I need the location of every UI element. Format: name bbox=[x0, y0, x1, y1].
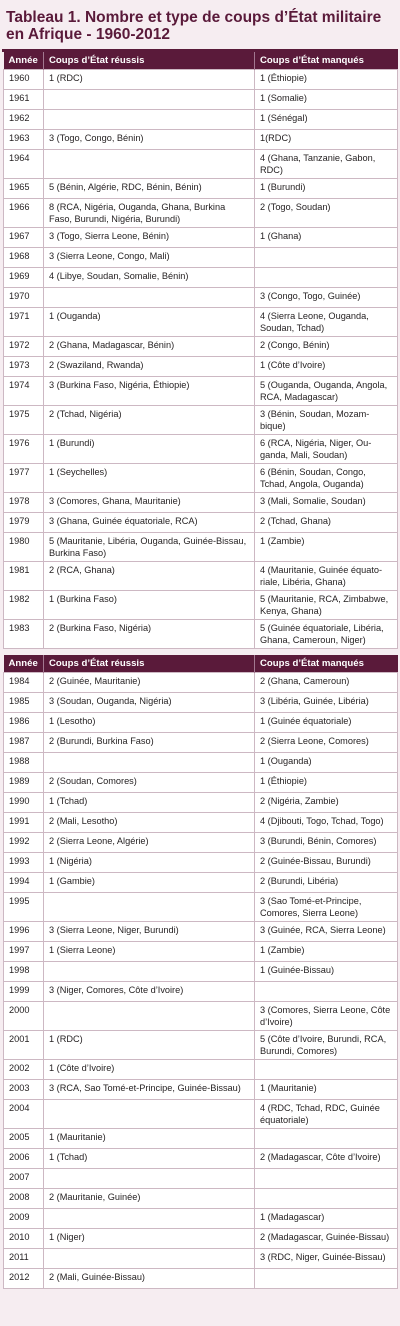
failed-coups-cell: 4 (Ghana, Tanzanie, Gabon, RDC) bbox=[255, 150, 398, 179]
failed-coups-cell: 5 (Ouganda, Ouganda, Angola, RCA, Madagascar) bbox=[255, 377, 398, 406]
failed-coups-cell: 3 (RDC, Niger, Guinée-Bissau) bbox=[255, 1249, 398, 1269]
year-cell: 1975 bbox=[4, 406, 44, 435]
failed-coups-cell: 2 (Madagascar, Côte d’Ivoire) bbox=[255, 1149, 398, 1169]
failed-coups-cell bbox=[255, 1189, 398, 1209]
table-row bbox=[4, 1149, 398, 1169]
table-row bbox=[4, 693, 398, 713]
year-cell: 1989 bbox=[4, 773, 44, 793]
year-cell: 1961 bbox=[4, 90, 44, 110]
failed-coups-cell bbox=[255, 982, 398, 1002]
year-cell: 2012 bbox=[4, 1269, 44, 1289]
failed-coups-cell: 3 (Burundi, Bénin, Comores) bbox=[255, 833, 398, 853]
coups-table-part-1 bbox=[3, 52, 398, 649]
failed-coups-cell: 2 (Tchad, Ghana) bbox=[255, 513, 398, 533]
table-row bbox=[4, 90, 398, 110]
table-row bbox=[4, 406, 398, 435]
successful-coups-cell: 1 (Sierra Leone) bbox=[44, 942, 255, 962]
year-cell: 1974 bbox=[4, 377, 44, 406]
year-cell: 1983 bbox=[4, 620, 44, 649]
failed-coups-cell: 5 (Guinée équatoriale, Libéria, Ghana, Cameroun, Niger) bbox=[255, 620, 398, 649]
failed-coups-cell: 3 (Mali, Somalie, Soudan) bbox=[255, 493, 398, 513]
successful-coups-cell: 2 (Mauritanie, Guinée) bbox=[44, 1189, 255, 1209]
year-cell: 1962 bbox=[4, 110, 44, 130]
table-row bbox=[4, 942, 398, 962]
successful-coups-cell bbox=[44, 962, 255, 982]
table-row bbox=[4, 853, 398, 873]
year-cell: 1978 bbox=[4, 493, 44, 513]
successful-coups-cell: 3 (Comores, Ghana, Mauritanie) bbox=[44, 493, 255, 513]
successful-coups-cell: 2 (Burkina Faso, Nigéria) bbox=[44, 620, 255, 649]
failed-coups-cell: 4 (RDC, Tchad, RDC, Guinée équatoriale) bbox=[255, 1100, 398, 1129]
failed-coups-cell: 1 (Côte d’Ivoire) bbox=[255, 357, 398, 377]
table-row bbox=[4, 1209, 398, 1229]
table-row bbox=[4, 1002, 398, 1031]
table-row bbox=[4, 130, 398, 150]
failed-coups-cell: 1 (Zambie) bbox=[255, 942, 398, 962]
successful-coups-cell: 3 (Togo, Sierra Leone, Bénin) bbox=[44, 228, 255, 248]
year-cell: 1996 bbox=[4, 922, 44, 942]
successful-coups-cell: 5 (Mauritanie, Libéria, Ouganda, Guinée-Bissau, Burkina Faso) bbox=[44, 533, 255, 562]
year-cell: 2003 bbox=[4, 1080, 44, 1100]
year-cell: 1972 bbox=[4, 337, 44, 357]
year-cell: 1988 bbox=[4, 753, 44, 773]
year-cell: 1973 bbox=[4, 357, 44, 377]
header-year: Année bbox=[4, 52, 44, 70]
table-row bbox=[4, 464, 398, 493]
successful-coups-cell: 3 (Burkina Faso, Nigéria, Éthiopie) bbox=[44, 377, 255, 406]
successful-coups-cell: 3 (RCA, Sao Tomé-et-Principe, Guinée-Bissau) bbox=[44, 1080, 255, 1100]
failed-coups-cell: 2 (Guinée-Bissau, Burundi) bbox=[255, 853, 398, 873]
successful-coups-cell bbox=[44, 1100, 255, 1129]
successful-coups-cell: 1 (Seychelles) bbox=[44, 464, 255, 493]
table-row bbox=[4, 228, 398, 248]
year-cell: 1968 bbox=[4, 248, 44, 268]
table-row bbox=[4, 179, 398, 199]
year-cell: 1960 bbox=[4, 70, 44, 90]
table-row bbox=[4, 1080, 398, 1100]
year-cell: 2001 bbox=[4, 1031, 44, 1060]
table-row bbox=[4, 1189, 398, 1209]
failed-coups-cell: 2 (Nigéria, Zambie) bbox=[255, 793, 398, 813]
year-cell: 1967 bbox=[4, 228, 44, 248]
failed-coups-cell: 4 (Djibouti, Togo, Tchad, Togo) bbox=[255, 813, 398, 833]
failed-coups-cell bbox=[255, 1060, 398, 1080]
successful-coups-cell: 1 (Burkina Faso) bbox=[44, 591, 255, 620]
year-cell: 1982 bbox=[4, 591, 44, 620]
successful-coups-cell: 2 (Burundi, Burkina Faso) bbox=[44, 733, 255, 753]
table-row bbox=[4, 288, 398, 308]
successful-coups-cell: 2 (Sierra Leone, Algérie) bbox=[44, 833, 255, 853]
header-year: Année bbox=[4, 655, 44, 673]
table-row bbox=[4, 713, 398, 733]
year-cell: 1999 bbox=[4, 982, 44, 1002]
table-row bbox=[4, 513, 398, 533]
failed-coups-cell: 3 (Guinée, RCA, Sierra Leone) bbox=[255, 922, 398, 942]
failed-coups-cell: 5 (Mauritanie, RCA, Zimbabwe, Kenya, Ghana) bbox=[255, 591, 398, 620]
failed-coups-cell: 6 (Bénin, Soudan, Congo, Tchad, Angola, Ouganda) bbox=[255, 464, 398, 493]
successful-coups-cell: 2 (RCA, Ghana) bbox=[44, 562, 255, 591]
table-row bbox=[4, 833, 398, 853]
failed-coups-cell: 4 (Sierra Leone, Ouganda, Soudan, Tchad) bbox=[255, 308, 398, 337]
failed-coups-cell: 1 (Zambie) bbox=[255, 533, 398, 562]
table-row bbox=[4, 1269, 398, 1289]
year-cell: 1966 bbox=[4, 199, 44, 228]
year-cell: 2011 bbox=[4, 1249, 44, 1269]
failed-coups-cell: 1 (Guinée équatoriale) bbox=[255, 713, 398, 733]
successful-coups-cell bbox=[44, 1002, 255, 1031]
year-cell: 2005 bbox=[4, 1129, 44, 1149]
year-cell: 2009 bbox=[4, 1209, 44, 1229]
failed-coups-cell bbox=[255, 1129, 398, 1149]
successful-coups-cell: 4 (Libye, Soudan, Somalie, Bénin) bbox=[44, 268, 255, 288]
failed-coups-cell: 2 (Togo, Soudan) bbox=[255, 199, 398, 228]
failed-coups-cell: 5 (Côte d’Ivoire, Burundi, RCA, Burundi, Comores) bbox=[255, 1031, 398, 1060]
year-cell: 2010 bbox=[4, 1229, 44, 1249]
successful-coups-cell: 1 (Côte d’Ivoire) bbox=[44, 1060, 255, 1080]
table-row bbox=[4, 337, 398, 357]
failed-coups-cell: 2 (Madagascar, Guinée-Bissau) bbox=[255, 1229, 398, 1249]
successful-coups-cell: 3 (Togo, Congo, Bénin) bbox=[44, 130, 255, 150]
year-cell: 1993 bbox=[4, 853, 44, 873]
year-cell: 1987 bbox=[4, 733, 44, 753]
table-row bbox=[4, 673, 398, 693]
failed-coups-cell: 3 (Congo, Togo, Guinée) bbox=[255, 288, 398, 308]
successful-coups-cell: 1 (Lesotho) bbox=[44, 713, 255, 733]
table-row bbox=[4, 493, 398, 513]
failed-coups-cell: 6 (RCA, Nigéria, Niger, Ou-ganda, Mali, Soudan) bbox=[255, 435, 398, 464]
table-row bbox=[4, 773, 398, 793]
table-row bbox=[4, 357, 398, 377]
failed-coups-cell: 1(RDC) bbox=[255, 130, 398, 150]
successful-coups-cell bbox=[44, 1249, 255, 1269]
failed-coups-cell: 3 (Sao Tomé-et-Principe, Comores, Sierra Leone) bbox=[255, 893, 398, 922]
successful-coups-cell: 1 (Niger) bbox=[44, 1229, 255, 1249]
table-row bbox=[4, 620, 398, 649]
successful-coups-cell: 8 (RCA, Nigéria, Ouganda, Ghana, Burkina Faso, Burundi, Nigéria, Burundi) bbox=[44, 199, 255, 228]
table-title: Tableau 1. Nombre et type de coups d’État militaire en Afrique - 1960-2012 bbox=[0, 0, 400, 49]
year-cell: 1992 bbox=[4, 833, 44, 853]
failed-coups-cell: 1 (Ghana) bbox=[255, 228, 398, 248]
successful-coups-cell: 1 (Nigéria) bbox=[44, 853, 255, 873]
successful-coups-cell bbox=[44, 110, 255, 130]
year-cell: 1997 bbox=[4, 942, 44, 962]
successful-coups-cell: 5 (Bénin, Algérie, RDC, Bénin, Bénin) bbox=[44, 179, 255, 199]
table-row bbox=[4, 308, 398, 337]
failed-coups-cell bbox=[255, 1169, 398, 1189]
failed-coups-cell: 2 (Burundi, Libéria) bbox=[255, 873, 398, 893]
year-cell: 1969 bbox=[4, 268, 44, 288]
failed-coups-cell: 1 (Ouganda) bbox=[255, 753, 398, 773]
year-cell: 2000 bbox=[4, 1002, 44, 1031]
table-row bbox=[4, 1129, 398, 1149]
failed-coups-cell: 1 (Éthiopie) bbox=[255, 773, 398, 793]
header-successful-coups: Coups d’État réussis bbox=[44, 52, 255, 70]
table-row bbox=[4, 733, 398, 753]
failed-coups-cell: 1 (Mauritanie) bbox=[255, 1080, 398, 1100]
successful-coups-cell: 1 (Gambie) bbox=[44, 873, 255, 893]
successful-coups-cell: 1 (Tchad) bbox=[44, 1149, 255, 1169]
year-cell: 1981 bbox=[4, 562, 44, 591]
year-cell: 1971 bbox=[4, 308, 44, 337]
successful-coups-cell bbox=[44, 150, 255, 179]
year-cell: 1998 bbox=[4, 962, 44, 982]
successful-coups-cell bbox=[44, 288, 255, 308]
table-row bbox=[4, 922, 398, 942]
table-row bbox=[4, 377, 398, 406]
successful-coups-cell: 1 (Mauritanie) bbox=[44, 1129, 255, 1149]
table-row bbox=[4, 435, 398, 464]
header-successful-coups: Coups d’État réussis bbox=[44, 655, 255, 673]
successful-coups-cell: 2 (Mali, Lesotho) bbox=[44, 813, 255, 833]
successful-coups-cell: 2 (Tchad, Nigéria) bbox=[44, 406, 255, 435]
year-cell: 1991 bbox=[4, 813, 44, 833]
successful-coups-cell bbox=[44, 893, 255, 922]
successful-coups-cell: 1 (Ouganda) bbox=[44, 308, 255, 337]
year-cell: 1963 bbox=[4, 130, 44, 150]
table-row bbox=[4, 110, 398, 130]
failed-coups-cell: 2 (Congo, Bénin) bbox=[255, 337, 398, 357]
failed-coups-cell bbox=[255, 1269, 398, 1289]
table-row bbox=[4, 1031, 398, 1060]
successful-coups-cell: 2 (Guinée, Mauritanie) bbox=[44, 673, 255, 693]
table-row bbox=[4, 893, 398, 922]
failed-coups-cell: 2 (Ghana, Cameroun) bbox=[255, 673, 398, 693]
failed-coups-cell: 3 (Comores, Sierra Leone, Côte d’Ivoire) bbox=[255, 1002, 398, 1031]
table-row bbox=[4, 873, 398, 893]
table-row bbox=[4, 813, 398, 833]
year-cell: 1994 bbox=[4, 873, 44, 893]
successful-coups-cell: 3 (Niger, Comores, Côte d’Ivoire) bbox=[44, 982, 255, 1002]
successful-coups-cell: 3 (Sierra Leone, Niger, Burundi) bbox=[44, 922, 255, 942]
successful-coups-cell bbox=[44, 753, 255, 773]
year-cell: 1980 bbox=[4, 533, 44, 562]
table-row bbox=[4, 1060, 398, 1080]
failed-coups-cell bbox=[255, 248, 398, 268]
table-row bbox=[4, 982, 398, 1002]
table-row bbox=[4, 1100, 398, 1129]
year-cell: 2007 bbox=[4, 1169, 44, 1189]
successful-coups-cell bbox=[44, 90, 255, 110]
table-header-row bbox=[4, 655, 398, 673]
year-cell: 1970 bbox=[4, 288, 44, 308]
successful-coups-cell: 1 (RDC) bbox=[44, 70, 255, 90]
failed-coups-cell: 3 (Libéria, Guinée, Libéria) bbox=[255, 693, 398, 713]
year-cell: 1986 bbox=[4, 713, 44, 733]
table-row bbox=[4, 962, 398, 982]
table-row bbox=[4, 591, 398, 620]
failed-coups-cell: 1 (Madagascar) bbox=[255, 1209, 398, 1229]
year-cell: 1979 bbox=[4, 513, 44, 533]
successful-coups-cell: 2 (Mali, Guinée-Bissau) bbox=[44, 1269, 255, 1289]
year-cell: 1976 bbox=[4, 435, 44, 464]
successful-coups-cell: 3 (Ghana, Guinée équatoriale, RCA) bbox=[44, 513, 255, 533]
table-row bbox=[4, 793, 398, 813]
failed-coups-cell bbox=[255, 268, 398, 288]
table-row bbox=[4, 199, 398, 228]
failed-coups-cell: 1 (Burundi) bbox=[255, 179, 398, 199]
table-row bbox=[4, 1249, 398, 1269]
successful-coups-cell: 1 (Burundi) bbox=[44, 435, 255, 464]
failed-coups-cell: 1 (Guinée-Bissau) bbox=[255, 962, 398, 982]
successful-coups-cell: 3 (Soudan, Ouganda, Nigéria) bbox=[44, 693, 255, 713]
year-cell: 1985 bbox=[4, 693, 44, 713]
coups-table-part-2 bbox=[3, 655, 398, 1289]
successful-coups-cell: 1 (RDC) bbox=[44, 1031, 255, 1060]
failed-coups-cell: 4 (Mauritanie, Guinée équato-riale, Libéria, Ghana) bbox=[255, 562, 398, 591]
year-cell: 2006 bbox=[4, 1149, 44, 1169]
table-row bbox=[4, 1229, 398, 1249]
successful-coups-cell bbox=[44, 1209, 255, 1229]
successful-coups-cell: 2 (Soudan, Comores) bbox=[44, 773, 255, 793]
table-header-row bbox=[4, 52, 398, 70]
year-cell: 1964 bbox=[4, 150, 44, 179]
year-cell: 2002 bbox=[4, 1060, 44, 1080]
year-cell: 1995 bbox=[4, 893, 44, 922]
table-row bbox=[4, 150, 398, 179]
header-failed-coups: Coups d’État manqués bbox=[255, 655, 398, 673]
table-row bbox=[4, 248, 398, 268]
successful-coups-cell: 2 (Swaziland, Rwanda) bbox=[44, 357, 255, 377]
table-row bbox=[4, 1169, 398, 1189]
successful-coups-cell: 1 (Tchad) bbox=[44, 793, 255, 813]
failed-coups-cell: 1 (Somalie) bbox=[255, 90, 398, 110]
table-row bbox=[4, 753, 398, 773]
year-cell: 1990 bbox=[4, 793, 44, 813]
table-row bbox=[4, 562, 398, 591]
year-cell: 2004 bbox=[4, 1100, 44, 1129]
table-row bbox=[4, 268, 398, 288]
failed-coups-cell: 3 (Bénin, Soudan, Mozam-bique) bbox=[255, 406, 398, 435]
failed-coups-cell: 2 (Sierra Leone, Comores) bbox=[255, 733, 398, 753]
failed-coups-cell: 1 (Sénégal) bbox=[255, 110, 398, 130]
year-cell: 1965 bbox=[4, 179, 44, 199]
successful-coups-cell: 3 (Sierra Leone, Congo, Mali) bbox=[44, 248, 255, 268]
header-failed-coups: Coups d’État manqués bbox=[255, 52, 398, 70]
year-cell: 2008 bbox=[4, 1189, 44, 1209]
year-cell: 1984 bbox=[4, 673, 44, 693]
table-row bbox=[4, 533, 398, 562]
failed-coups-cell: 1 (Éthiopie) bbox=[255, 70, 398, 90]
successful-coups-cell: 2 (Ghana, Madagascar, Bénin) bbox=[44, 337, 255, 357]
table-row bbox=[4, 70, 398, 90]
successful-coups-cell bbox=[44, 1169, 255, 1189]
year-cell: 1977 bbox=[4, 464, 44, 493]
